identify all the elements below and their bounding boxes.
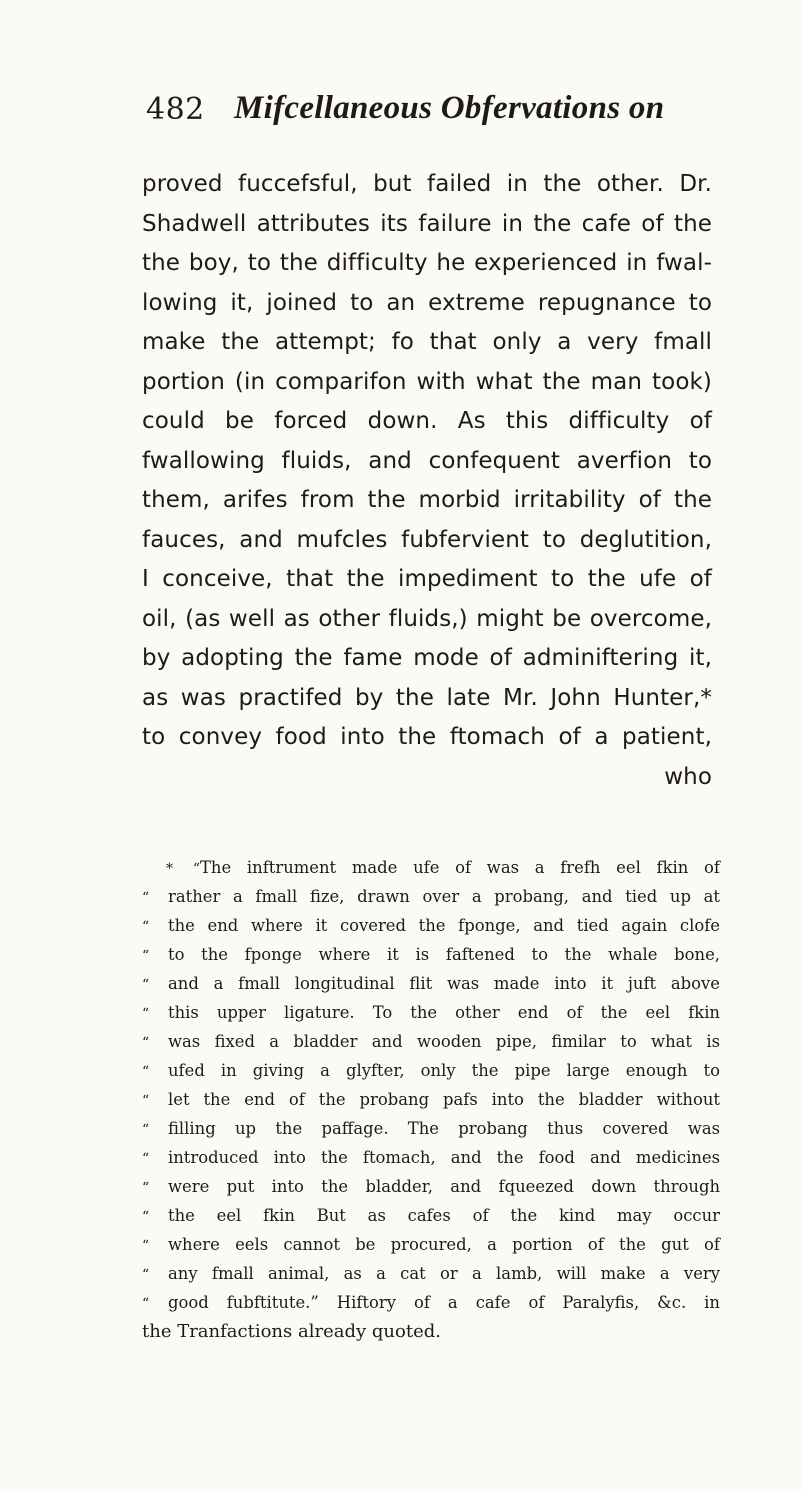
footnote: [142, 853, 720, 1346]
quote-mark: “: [142, 1296, 150, 1312]
quote-mark: “: [142, 977, 150, 993]
footnote-line: [142, 998, 720, 1027]
footnote-line-text: let the end of the probang pafs into the bladder without: [168, 1090, 720, 1109]
footnote-line: [142, 1172, 720, 1201]
footnote-line: [142, 1230, 720, 1259]
catchword: who: [664, 763, 712, 790]
footnote-line-text: ufed in giving a glyfter, only the pipe large enough to: [168, 1061, 720, 1080]
quote-mark: “: [142, 1238, 150, 1254]
page-number: 482: [146, 92, 205, 127]
footnote-line: [142, 853, 720, 882]
text-line: fwallowing fluids, and confequent averfion to: [142, 447, 712, 474]
footnote-line: [142, 1201, 720, 1230]
text-line: make the attempt; fo that only a very fmall: [142, 329, 712, 355]
footnote-line-text: introduced into the ftomach, and the food and medicines: [168, 1148, 720, 1167]
footnote-line-text: the eel fkin But as cafes of the kind may occur: [168, 1206, 720, 1225]
footnote-line-text: The inftrument made ufe of was a frefh eel fkin of: [200, 858, 720, 877]
footnote-line-text: filling up the paffage. The probang thus covered was: [168, 1119, 720, 1138]
footnote-line-text: this upper ligature. To the other end of the eel fkin: [168, 1003, 720, 1022]
footnote-line: [142, 882, 720, 911]
footnote-line-text: was fixed a bladder and wooden pipe, fimilar to what is: [168, 1032, 720, 1051]
quote-mark: “: [142, 1151, 150, 1167]
footnote-line-text: rather a fmall fize, drawn over a probang, and tied up at: [168, 887, 720, 906]
running-title: Mifcellaneous Obfervations on: [234, 90, 665, 126]
footnote-line: [142, 1085, 720, 1114]
footnote-line-text: to the fponge where it is faftened to the whale bone,: [168, 945, 720, 964]
footnote-line-text: and a fmall longitudinal flit was made into it juft above: [168, 974, 720, 993]
footnote-last-line: the Tranfactions already quoted.: [142, 1321, 441, 1342]
text-line: by adopting the fame mode of adminiftering it,: [142, 645, 712, 671]
footnote-line-text: any fmall animal, as a cat or a lamb, will make a very: [168, 1264, 720, 1283]
main-text: [142, 165, 712, 797]
text-line: the boy, to the difficulty he experienced in fwal-: [142, 250, 712, 276]
footnote-line: [142, 1259, 720, 1288]
text-line: I conceive, that the impediment to the ufe of: [142, 566, 712, 592]
footnote-line: [142, 1114, 720, 1143]
text-line: could be forced down. As this difficulty of: [142, 408, 712, 434]
footnote-line-text: the end where it covered the fponge, and tied again clofe: [168, 916, 720, 935]
quote-mark: “: [142, 1209, 150, 1225]
text-line: Shadwell attributes its failure in the cafe of the: [142, 210, 712, 237]
quote-mark: “: [142, 1180, 150, 1196]
text-line: them, arifes from the morbid irritability of the: [142, 487, 712, 513]
footnote-line-text: good fubftitute.” Hiftory of a cafe of Paralyfis, &c. in: [168, 1293, 720, 1312]
quote-mark: “: [142, 1035, 150, 1051]
footnote-line: [142, 940, 720, 969]
quote-mark: “: [142, 1122, 150, 1138]
footnote-line-text: were put into the bladder, and fqueezed down through: [168, 1177, 720, 1196]
text-line: oil, (as well as other fluids,) might be overcome,: [142, 605, 712, 632]
page-header: [146, 92, 706, 132]
quote-mark: “: [142, 948, 150, 964]
quote-mark: “: [142, 1267, 150, 1283]
footnote-line: [142, 969, 720, 998]
footnote-marker: * “: [166, 861, 200, 877]
footnote-line: [142, 1288, 720, 1317]
footnote-line-text: where eels cannot be procured, a portion of the gut of: [168, 1235, 720, 1254]
quote-mark: “: [142, 1064, 150, 1080]
text-line: as was practifed by the late Mr. John Hunter,*: [142, 684, 712, 711]
footnote-line: [142, 911, 720, 940]
text-line: fauces, and mufcles fubfervient to deglutition,: [142, 526, 712, 553]
footnote-line: [142, 1027, 720, 1056]
quote-mark: “: [142, 1093, 150, 1109]
quote-mark: “: [142, 890, 150, 906]
text-line: portion (in comparifon with what the man took): [142, 368, 712, 395]
text-line: proved fuccefsful, but failed in the other. Dr.: [142, 171, 712, 197]
footnote-line: [142, 1056, 720, 1085]
quote-mark: “: [142, 1006, 150, 1022]
text-line: to convey food into the ftomach of a patient,: [142, 724, 712, 750]
text-line: lowing it, joined to an extreme repugnance to: [142, 289, 712, 316]
quote-mark: “: [142, 919, 150, 935]
footnote-line: [142, 1143, 720, 1172]
